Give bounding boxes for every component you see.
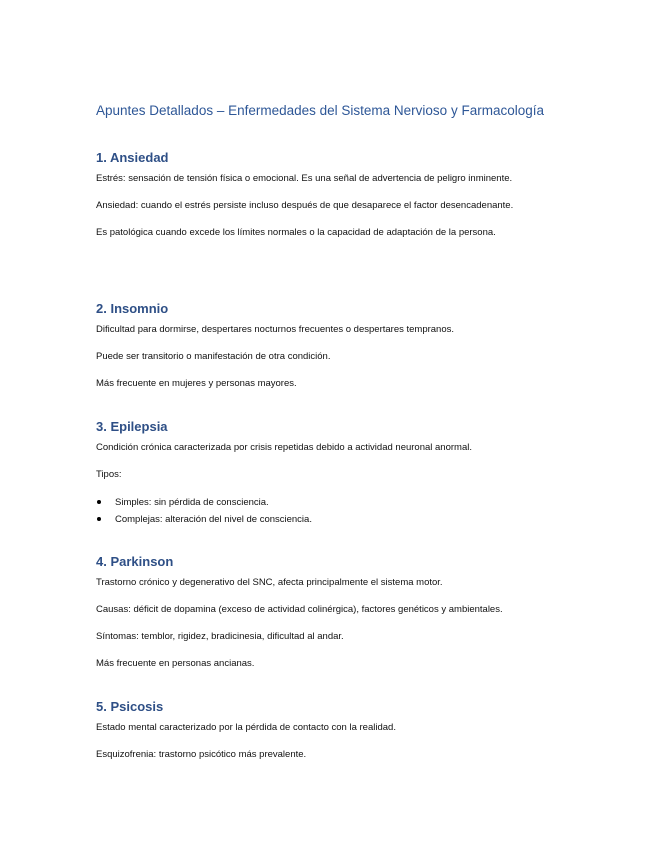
list-item-text: Simples: sin pérdida de consciencia.: [115, 497, 269, 508]
section-heading: 5. Psicosis: [96, 699, 164, 714]
document-title: Apuntes Detallados – Enfermedades del Sistema Nervioso y Farmacología: [96, 103, 544, 118]
section-insomnio: [96, 301, 566, 403]
section-parkinson: [96, 554, 566, 683]
section-ansiedad: [96, 150, 566, 252]
paragraph: Es patológica cuando excede los límites normales o la capacidad de adaptación de la persona.: [96, 227, 496, 238]
paragraph: Síntomas: temblor, rigidez, bradicinesia, dificultad al andar.: [96, 631, 344, 642]
section-heading: 2. Insomnio: [96, 301, 169, 316]
paragraph: Puede ser transitorio o manifestación de otra condición.: [96, 351, 331, 362]
paragraph: Más frecuente en mujeres y personas mayores.: [96, 378, 297, 389]
section-heading: 1. Ansiedad: [96, 150, 169, 165]
list-item: [96, 494, 566, 511]
list-item-text: Complejas: alteración del nivel de consciencia.: [115, 514, 312, 525]
paragraph: Dificultad para dormirse, despertares nocturnos frecuentes o despertares tempranos.: [96, 324, 455, 335]
bullet-list: [96, 494, 566, 528]
paragraph: Estado mental caracterizado por la pérdida de contacto con la realidad.: [96, 722, 396, 733]
bullet-icon: [97, 500, 101, 504]
paragraph: Tipos:: [96, 469, 122, 480]
section-psicosis: [96, 699, 566, 774]
bullet-icon: [97, 517, 101, 521]
section-epilepsia: [96, 419, 566, 528]
paragraph: Condición crónica caracterizada por crisis repetidas debido a actividad neuronal anormal.: [96, 442, 472, 453]
paragraph: Más frecuente en personas ancianas.: [96, 658, 255, 669]
paragraph: Causas: déficit de dopamina (exceso de actividad colinérgica), factores genéticos y ambientales.: [96, 604, 503, 615]
paragraph: Trastorno crónico y degenerativo del SNC, afecta principalmente el sistema motor.: [96, 577, 443, 588]
list-item: [96, 511, 566, 528]
section-heading: 3. Epilepsia: [96, 419, 168, 434]
paragraph: Esquizofrenia: trastorno psicótico más prevalente.: [96, 749, 307, 760]
section-heading: 4. Parkinson: [96, 554, 174, 569]
paragraph: Ansiedad: cuando el estrés persiste incluso después de que desaparece el factor desencadenante.: [96, 200, 514, 211]
paragraph: Estrés: sensación de tensión física o emocional. Es una señal de advertencia de peligro inminente.: [96, 173, 513, 184]
